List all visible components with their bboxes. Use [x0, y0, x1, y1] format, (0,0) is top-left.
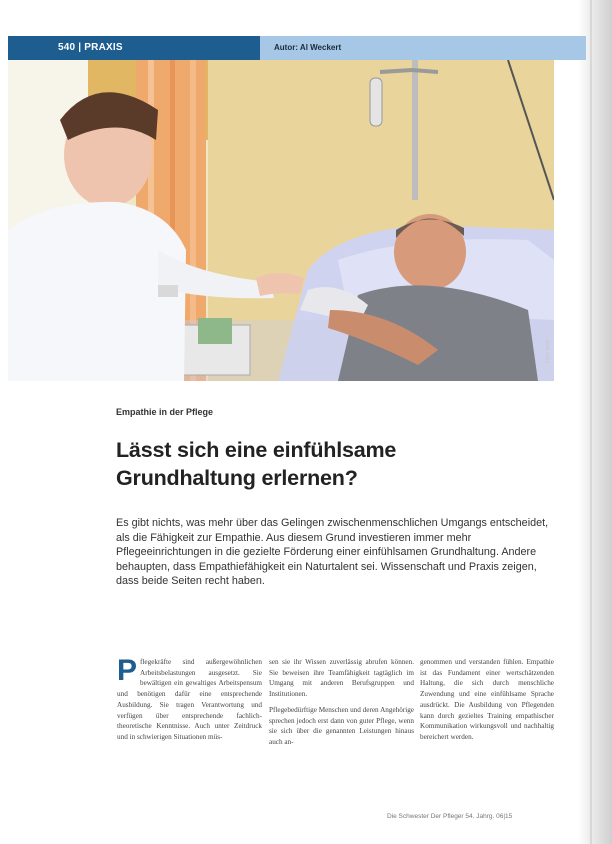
- body-column-3: [420, 657, 554, 748]
- photo-credit: Foto: pixel: [545, 340, 551, 364]
- body-paragraph: genommen und verstanden fühlen. Empathie ist das Fundament einer wertschätzenden Haltung, die sich durch menschliche Zuwendung und eine einfühlsame Sprache ausdrückt. Die Ausbildung von Pflegenden kann durch gezieltes Training empathischer Kommunikation wirkungsvoll und nachhaltig bereichert werden.: [420, 658, 554, 741]
- nurse-patient-photo-icon: [8, 60, 554, 381]
- header-section-label: 540 | PRAXIS: [8, 36, 260, 60]
- running-header: [8, 36, 586, 60]
- title-line-1: Lässt sich eine einfühlsame: [116, 438, 397, 462]
- body-paragraph: sen sie ihr Wissen zuverlässig abrufen können. Sie beweisen ihre Teamfähigkeit tagtäglich im Umgang mit anderen Berufsgruppen und Institutionen.: [269, 658, 414, 699]
- article-photo: [8, 60, 554, 381]
- drop-cap: P: [117, 654, 138, 687]
- page-number: 540: [58, 42, 76, 53]
- body-paragraph: Pflegebedürftige Menschen und deren Angehörige sprechen jedoch erst dann von guter Pflege, wenn sie sich über die genannten Leistungen hinaus auch an-: [269, 705, 414, 746]
- article-title: [116, 436, 536, 492]
- body-paragraph: Pflegekräfte sind außergewöhnlichen Arbeitsbelastungen ausgesetzt. Sie bewältigen ein gewaltiges Arbeitspensum und benötigen dafür eine entsprechende Ausbildung. Sie tragen Verantwortung und verfügen über entsprechende fachlich-theoretische Kenntnisse. Auch unter Zeitdruck und in schwierigen Situationen müs-: [117, 654, 262, 741]
- article-kicker: Empathie in der Pflege: [116, 407, 214, 417]
- author-line: Autor: Al Weckert: [260, 36, 586, 60]
- article-lead: Es gibt nichts, was mehr über das Gelingen zwischenmenschlichen Umgangs entscheidet, als die Fähigkeit zur Empathie. Aus diesem Grund investieren immer mehr Pflegeeinrichtungen in die gezielte Förderung einer einfühlsamen Grundhaltung. Andere behaupten, dass Empathiefähigkeit ein Naturtalent sei. Wissenschaft und Praxis zeigen, dass beide Seiten recht haben.: [116, 517, 549, 588]
- page-footer: Die Schwester Der Pfleger 54. Jahrg. 06|15: [387, 813, 513, 820]
- title-line-2: Grundhaltung erlernen?: [116, 466, 358, 490]
- section-name: PRAXIS: [84, 42, 123, 53]
- page-fold-line: [590, 0, 592, 844]
- page-edge-shadow: [578, 0, 612, 844]
- body-column-2: [269, 657, 414, 753]
- body-column-1: [117, 654, 262, 748]
